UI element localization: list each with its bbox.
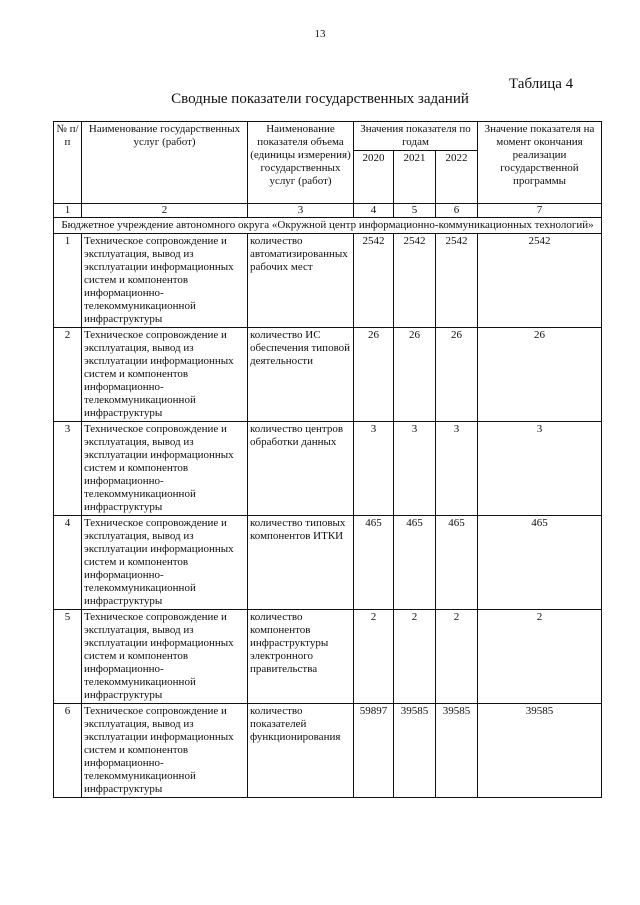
indicator-name: количество типовых компонентов ИТКИ [248,516,354,610]
indicator-name: количество центров обработки данных [248,422,354,516]
row-number: 5 [54,610,82,704]
value-2022: 3 [436,422,478,516]
header-num: № п/п [54,122,82,204]
value-2022: 2 [436,610,478,704]
column-number: 5 [394,204,436,218]
service-name: Техническое сопровождение и эксплуатация, вывод из эксплуатации информационных систем и компонентов информационно-телекоммуникационной инфраструктуры [82,610,248,704]
value-2020: 2542 [354,234,394,328]
value-final: 39585 [478,704,602,798]
column-number: 7 [478,204,602,218]
value-2021: 3 [394,422,436,516]
header-year-2020: 2020 [354,151,394,204]
column-number: 3 [248,204,354,218]
column-number: 6 [436,204,478,218]
value-2020: 3 [354,422,394,516]
table-row [54,422,602,516]
header-year-2022: 2022 [436,151,478,204]
row-number: 2 [54,328,82,422]
value-2021: 26 [394,328,436,422]
header-service: Наименование государственных услуг (работ) [82,122,248,204]
column-number: 1 [54,204,82,218]
value-2022: 39585 [436,704,478,798]
value-final: 465 [478,516,602,610]
indicator-name: количество ИС обеспечения типовой деятельности [248,328,354,422]
table-row [54,704,602,798]
page-number: 13 [314,28,326,40]
value-final: 2 [478,610,602,704]
header-indicator: Наименование показателя объема (единицы измерения) государственных услуг (работ) [248,122,354,204]
row-number: 3 [54,422,82,516]
value-2022: 26 [436,328,478,422]
value-2021: 39585 [394,704,436,798]
table-row [54,610,602,704]
document-title: Сводные показатели государственных заданий [171,91,469,107]
header-row-1 [54,122,602,151]
value-2020: 465 [354,516,394,610]
value-2021: 465 [394,516,436,610]
organization-name: Бюджетное учреждение автономного округа «Окружной центр информационно-коммуникационных технологий» [54,218,602,234]
indicator-name: количество компонентов инфраструктуры электронного правительства [248,610,354,704]
indicator-name: количество автоматизированных рабочих мест [248,234,354,328]
value-2022: 465 [436,516,478,610]
service-name: Техническое сопровождение и эксплуатация, вывод из эксплуатации информационных систем и компонентов информационно-телекоммуникационной инфраструктуры [82,422,248,516]
table-row [54,234,602,328]
indicators-table [53,121,602,798]
service-name: Техническое сопровождение и эксплуатация, вывод из эксплуатации информационных систем и компонентов информационно-телекоммуникационной инфраструктуры [82,516,248,610]
header-year-2021: 2021 [394,151,436,204]
row-number: 1 [54,234,82,328]
value-final: 26 [478,328,602,422]
value-2020: 59897 [354,704,394,798]
row-number: 4 [54,516,82,610]
column-number: 2 [82,204,248,218]
service-name: Техническое сопровождение и эксплуатация, вывод из эксплуатации информационных систем и компонентов информационно-телекоммуникационной инфраструктуры [82,234,248,328]
organization-row [54,218,602,234]
service-name: Техническое сопровождение и эксплуатация, вывод из эксплуатации информационных систем и компонентов информационно-телекоммуникационной инфраструктуры [82,328,248,422]
header-values-by-year: Значения показателя по годам [354,122,478,151]
value-2020: 26 [354,328,394,422]
indicator-name: количество показателей функционирования [248,704,354,798]
column-number: 4 [354,204,394,218]
value-2020: 2 [354,610,394,704]
row-number: 6 [54,704,82,798]
service-name: Техническое сопровождение и эксплуатация, вывод из эксплуатации информационных систем и компонентов информационно-телекоммуникационной инфраструктуры [82,704,248,798]
table-row [54,516,602,610]
value-2021: 2 [394,610,436,704]
table-row [54,328,602,422]
header-final-value: Значение показателя на момент окончания реализации государственной программы [478,122,602,204]
column-numbers-row [54,204,602,218]
value-final: 3 [478,422,602,516]
value-2022: 2542 [436,234,478,328]
table-label: Таблица 4 [509,76,574,92]
value-final: 2542 [478,234,602,328]
value-2021: 2542 [394,234,436,328]
